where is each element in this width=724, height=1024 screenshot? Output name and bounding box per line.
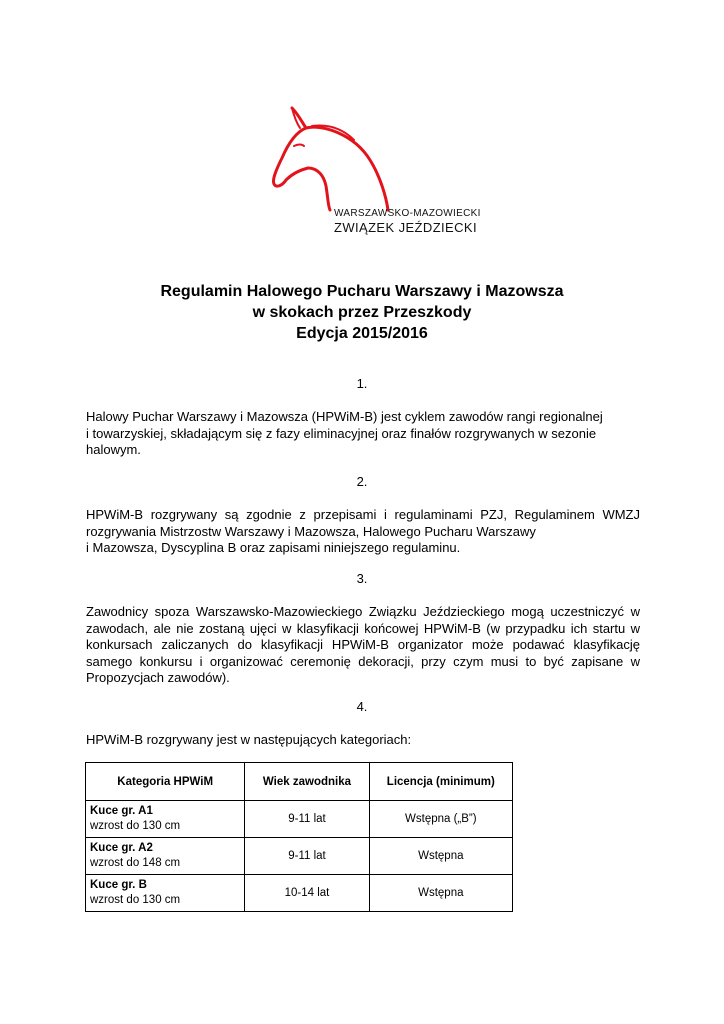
category-name: Kuce gr. B: [90, 879, 147, 891]
paragraph-line: i Mazowsza, Dyscyplina B oraz zapisami niniejszego regulaminu.: [86, 540, 461, 555]
license-cell: Wstępna: [369, 875, 512, 912]
age-cell: 9-11 lat: [245, 838, 369, 875]
paragraph-line: Halowy Puchar Warszawy i Mazowsza (HPWiM-B) jest cyklem zawodów rangi regionalnej: [86, 409, 603, 424]
section-1-paragraph: [86, 409, 640, 459]
category-cell: [86, 838, 245, 875]
paragraph-line: samego konkursu i organizować ceremonię dekoracji, przy czym musi to być zapisane w: [86, 653, 640, 669]
section-3-paragraph: [86, 604, 640, 687]
table-header-row: [86, 763, 513, 801]
age-cell: 10-14 lat: [245, 875, 369, 912]
age-cell: 9-11 lat: [245, 801, 369, 838]
paragraph-line: Zawodnicy spoza Warszawsko-Mazowieckiego Związku Jeździeckiego mogą uczestniczyć w: [86, 604, 640, 619]
category-height: wzrost do 130 cm: [90, 894, 181, 906]
category-cell: [86, 875, 245, 912]
paragraph-line: i towarzyskiej, składającym się z fazy eliminacyjnej oraz finałów rozgrywanych w sezonie: [86, 425, 597, 441]
paragraph-line: Propozycjach zawodów).: [86, 670, 230, 685]
paragraph-line: konkursach zaliczanych do klasyfikacji HPWiM-B organizator może podawać klasyfikację: [86, 637, 640, 652]
wmzj-logo: [262, 100, 482, 245]
header-category: Kategoria HPWiM: [86, 763, 245, 801]
section-number-1: 1.: [356, 376, 368, 391]
header-age: Wiek zawodnika: [245, 763, 369, 801]
document-title-line1: Regulamin Halowego Pucharu Warszawy i Mazowsza: [160, 283, 564, 300]
logo-text-line2: ZWIĄZEK JEŹDZIECKI: [334, 220, 477, 235]
license-cell: Wstępna („B”): [369, 801, 512, 838]
category-height: wzrost do 130 cm: [90, 820, 181, 832]
category-name: Kuce gr. A2: [90, 842, 153, 854]
document-title-line3: Edycja 2015/2016: [296, 325, 428, 342]
table-row: [86, 875, 513, 912]
header-license: Licencja (minimum): [369, 763, 512, 801]
paragraph-line: rozgrywania Mistrzostw Warszawy i Mazowsza, Halowego Pucharu Warszawy: [86, 523, 536, 539]
paragraph-line: zawodach, ale nie zostaną ujęci w klasyfikacji końcowej HPWiM-B (w przypadku ich startu w: [86, 620, 640, 636]
section-number-2: 2.: [356, 474, 368, 489]
section-2-paragraph: [86, 507, 640, 557]
table-row: [86, 838, 513, 875]
category-name: Kuce gr. A1: [90, 805, 153, 817]
section-number-3: 3.: [356, 571, 368, 586]
logo-text-line1: WARSZAWSKO-MAZOWIECKI: [334, 208, 481, 219]
section-4-paragraph: [86, 732, 640, 749]
categories-table: [85, 762, 513, 912]
table-row: [86, 801, 513, 838]
paragraph-line: HPWiM-B rozgrywany są zgodnie z przepisami i regulaminami PZJ, Regulaminem WMZJ: [86, 507, 640, 522]
category-height: wzrost do 148 cm: [90, 857, 181, 869]
section-number-4: 4.: [356, 699, 368, 714]
paragraph-line: HPWiM-B rozgrywany jest w następujących kategoriach:: [86, 732, 412, 747]
license-cell: Wstępna: [369, 838, 512, 875]
document-title-line2: w skokach przez Przeszkody: [252, 304, 472, 321]
paragraph-line: halowym.: [86, 442, 141, 457]
category-cell: [86, 801, 245, 838]
